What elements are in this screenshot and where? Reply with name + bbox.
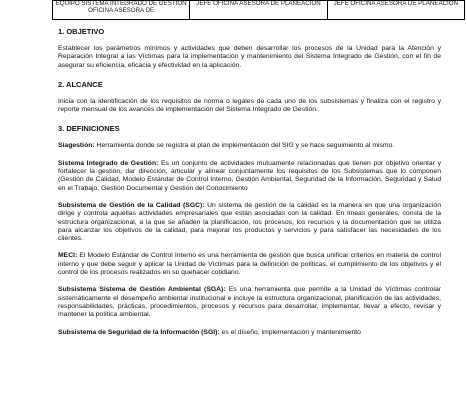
definition-term: Subsistema de Seguridad de la Información (SGI): [58, 328, 220, 336]
definition-text: Herramienta donde se registra el plan de implementación del SIG y se hace seguimiento al mismo. [94, 142, 395, 150]
definition-sga [58, 286, 441, 319]
definition-term: MECI: [58, 252, 78, 260]
section-title-objetivo: 1. OBJETIVO [58, 27, 105, 36]
definition-term: Sistema Integrado de Gestión: [58, 159, 159, 167]
signature-header-table [52, 0, 465, 20]
definition-term: Subsistema Sistema de Gestión Ambiental (SGA): [58, 286, 226, 294]
document-body [58, 27, 441, 346]
definition-sig [58, 160, 441, 193]
definition-meci [58, 252, 441, 277]
definition-sgi [58, 329, 441, 337]
definition-text: es el diseño, implementación y mantenimiento [219, 328, 361, 336]
section-title-alcance: 2. ALCANCE [58, 79, 103, 89]
definition-text: El Modelo Estándar de Control Interno es una herramienta de gestión que busca unificar criterios en materia de control interno y que debe seguir y aplicar la Unidad de Víctimas para la definición de políticas, el cumplimiento de los objetivos y el control de los procesos realizados en su quehacer cotidiano. [58, 252, 441, 277]
definition-text: Es una herramienta que permite a la Unidad de Víctimas controlar sistemáticamente el desempeño ambiental institucional e incluye la estructura organizacional, planificación de las actividades, responsabilidades, prácticas, procedimientos, procesos y recursos para desarrollar, implementar, llevar a efecto, revisar y mantener la política ambiental. [58, 286, 441, 319]
alcance-paragraph: Inicia con la identificación de los requisitos de norma o legales de cada uno de los subsistemas y finaliza con el registro y reporte mensual de los avances de implementación del Sistema Integrado de Gestión. [58, 97, 441, 114]
definition-term: Subsistema de Gestión de la Calidad (SGC): [58, 201, 205, 209]
header-cell-chief-1: JEFE OFICINA ASESORA DE PLANEACIÓN [190, 1, 327, 20]
definition-siagestion [58, 142, 441, 150]
definition-sgc [58, 202, 441, 243]
section-title-definiciones: 3. DEFINICIONES [58, 124, 120, 134]
header-cell-chief-2: JEFE OFICINA ASESORA DE PLANEACIÓN [327, 1, 464, 20]
header-cell-team: EQUIPO SISTEMA INTEGRADO DE GESTIÓN OFICINA ASESORA DE [53, 1, 190, 20]
definition-text: Un sistema de gestión de la calidad es la manera en que una organización dirige y controla aquellas actividades empresariales que están asociadas con la calidad. En líneas generales, consta de la estructura organizacional, a la que se añaden la planificación, los procesos, los recursos y la documentación que se utiliza para alcanzar los objetivos de la calidad, para mejorar los productos y servicios y para satisfacer las necesidades de los clientes. [58, 201, 441, 243]
objetivo-paragraph: Establecer los parámetros mínimos y actividades que deben desarrollar los procesos de la Unidad para la Atención y Reparación Integral a las Víctimas para la implementación y mantenimiento del Sistema Integrado de Gestión, con el fin de asegurar su eficiencia, eficacia y efectividad en la aplicación. [58, 45, 441, 69]
definition-text: Es un conjunto de actividades mutuamente relacionadas que tienen por objetivo orientar y fortalecer la gestión, dar dirección, articular y alinear conjuntamente los requisitos de los Subsistemas que lo componen (Gestión de Calidad, Modelo Estándar de Control Interno, Gestión Ambiental, Seguridad de la Información, Seguridad y Salud en el Trabajo, Gestión Documental y Gestión del Conocimiento [58, 159, 441, 192]
definition-term: Siagestión: [58, 142, 95, 150]
